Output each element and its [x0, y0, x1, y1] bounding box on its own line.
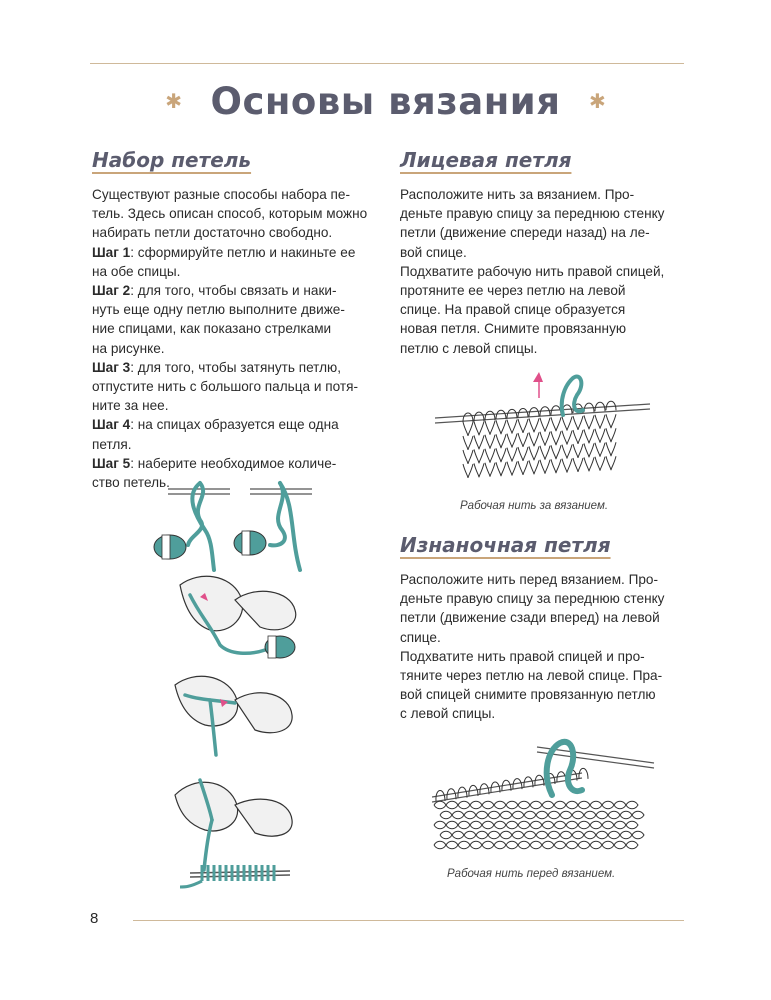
- step-label: Шаг 3: [92, 359, 131, 375]
- step-3: [92, 358, 377, 377]
- step-label: Шаг 5: [92, 455, 131, 471]
- knit-caption: Рабочая нить за вязанием.: [460, 500, 609, 512]
- text-line: Расположите нить за вязанием. Про-: [400, 187, 635, 202]
- step-text: : наберите необходимое количе-: [130, 455, 337, 471]
- cast-on-illustration: [140, 475, 320, 895]
- text-line: петли (движение сзади вперед) на левой: [400, 610, 660, 626]
- text-line: Подхватите рабочую нить правой спицей,: [400, 263, 665, 279]
- step-text: нуть еще одну петлю выполните движе-: [92, 302, 345, 318]
- step-2: [92, 281, 377, 300]
- step-text: ните за нее.: [92, 398, 169, 414]
- step-text: ство петель.: [92, 475, 170, 491]
- text-line: Расположите нить перед вязанием. Про-: [400, 572, 659, 587]
- title-row: [0, 80, 771, 123]
- top-rule: [90, 63, 684, 64]
- step-text: : для того, чтобы затянуть петлю,: [130, 359, 342, 375]
- knit-stitch-heading: Лицевая петля: [400, 148, 572, 172]
- star-icon: ✱: [588, 91, 606, 113]
- star-icon: ✱: [165, 91, 183, 113]
- bottom-rule: [133, 920, 684, 921]
- knit-stitch-text: [400, 185, 690, 358]
- purl-caption: Рабочая нить перед вязанием.: [447, 868, 616, 880]
- text-line: Подхватите нить правой спицей и про-: [400, 648, 645, 664]
- intro-line: Существуют разные способы набора пе-: [92, 187, 350, 202]
- purl-stitch-illustration: [432, 735, 657, 860]
- text-line: спице. На правой спице образуется: [400, 302, 626, 318]
- step-text: отпустите нить с большого пальца и потя-: [92, 379, 358, 395]
- step-text: ние спицами, как показано стрелками: [92, 321, 332, 337]
- purl-stitch-text: [400, 570, 690, 724]
- text-line: тяните через петлю на левой спице. Пра-: [400, 668, 663, 684]
- step-text: : для того, чтобы связать и наки-: [130, 283, 337, 299]
- intro-line: набирать петли достаточно свободно.: [92, 225, 333, 241]
- step-1: [92, 243, 377, 262]
- text-line: деньте правую спицу за переднюю стенку: [400, 206, 665, 222]
- step-label: Шаг 1: [92, 244, 131, 260]
- cast-on-heading: Набор петель: [92, 148, 252, 172]
- step-5: [92, 454, 377, 473]
- text-line: петли (движение спереди назад) на ле-: [400, 225, 650, 241]
- step-text: : на спицах образуется еще одна петля.: [92, 417, 339, 452]
- step-text: на рисунке.: [92, 340, 165, 356]
- intro-line: тель. Здесь описан способ, которым можно: [92, 206, 368, 222]
- cast-on-text: [92, 185, 377, 492]
- page-number: 8: [90, 910, 99, 927]
- knit-stitch-illustration: [435, 370, 655, 490]
- text-line: протяните ее через петлю на левой: [400, 283, 626, 299]
- text-line: спице.: [400, 629, 441, 645]
- text-line: деньте правую спицу за переднюю стенку: [400, 591, 665, 607]
- text-line: вой спице.: [400, 244, 467, 260]
- text-line: петлю с левой спицы.: [400, 340, 538, 356]
- text-line: с левой спицы.: [400, 706, 496, 722]
- step-label: Шаг 2: [92, 283, 131, 299]
- step-4: [92, 415, 377, 453]
- step-text: на обе спицы.: [92, 263, 181, 279]
- page-title: Основы вязания: [210, 80, 561, 123]
- step-label: Шаг 4: [92, 417, 131, 433]
- text-line: вой спицей снимите провязанную петлю: [400, 687, 656, 703]
- text-line: новая петля. Снимите провязанную: [400, 321, 627, 337]
- purl-stitch-heading: Изнаночная петля: [400, 533, 611, 557]
- step-text: : сформируйте петлю и накиньте ее: [130, 244, 356, 260]
